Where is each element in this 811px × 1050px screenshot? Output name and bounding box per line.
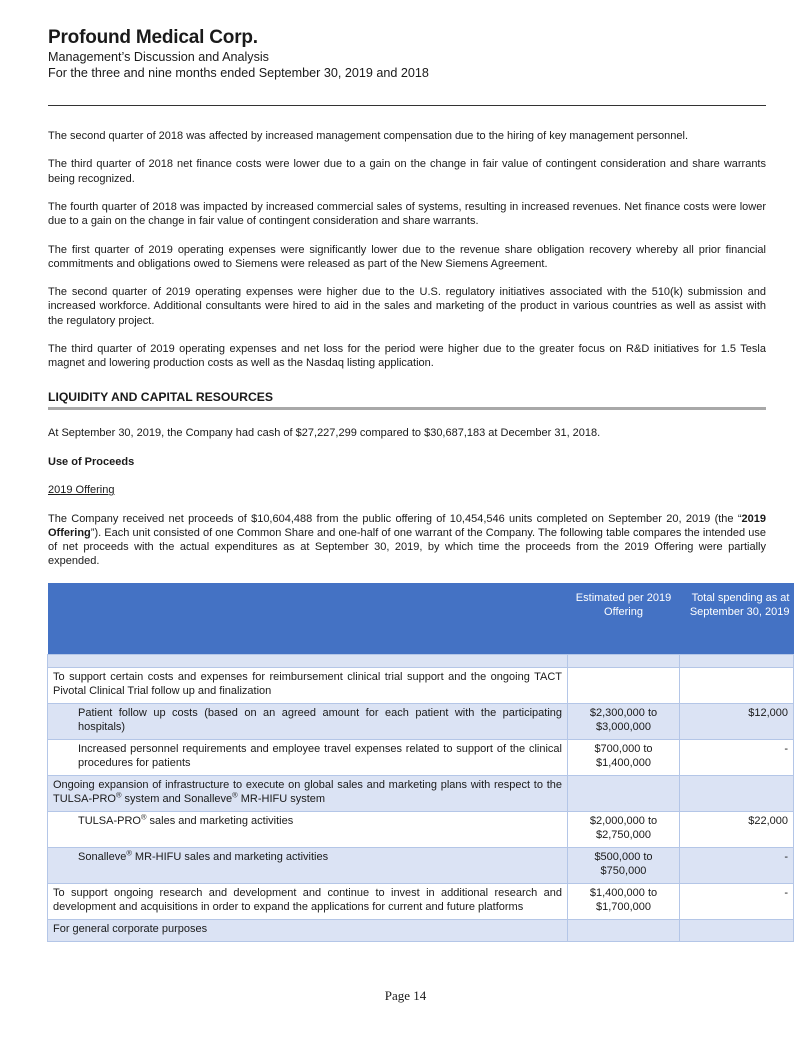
row-description: To support certain costs and expenses for reimbursement clinical trial support and the ongoing TACT Pivotal Clinical Trial follow up and finalization	[48, 668, 568, 704]
row-spent	[680, 776, 794, 812]
row-description: Increased personnel requirements and employee travel expenses related to support of the clinical procedures for patients	[48, 740, 568, 776]
paragraph-q4-2018: The fourth quarter of 2018 was impacted by increased commercial sales of systems, resulting in increased revenues. Net finance costs were lower due to a gain on the change in fair value of contingent consideration and share warrants.	[48, 200, 766, 228]
header-description	[48, 583, 568, 655]
page-header	[48, 26, 766, 81]
report-subtitle: Management’s Discussion and Analysis	[48, 50, 269, 64]
paragraph-cash: At September 30, 2019, the Company had cash of $27,227,299 compared to $30,687,183 at December 31, 2018.	[48, 427, 601, 440]
row-description: Sonalleve® MR-HIFU sales and marketing activities	[48, 848, 568, 884]
row-description: For general corporate purposes	[48, 920, 568, 942]
table-row	[48, 920, 794, 942]
row-estimate: $700,000 to $1,400,000	[568, 740, 680, 776]
company-name: Profound Medical Corp.	[48, 27, 258, 48]
row-spent: $12,000	[680, 704, 794, 740]
table-row	[48, 668, 794, 704]
offering-text-end: ”). Each unit consisted of one Common Share and one-half of one warrant of the Company. The following table compares the intended use of net proceeds with the actual expenditures as at September 30, 2019, by which time the proceeds from the 2019 Offering were partially expended.	[48, 526, 766, 568]
row-description: Patient follow up costs (based on an agreed amount for each patient with the participating hospitals)	[48, 704, 568, 740]
row-spent	[680, 920, 794, 942]
offering-heading: 2019 Offering	[48, 484, 115, 497]
header-rule	[48, 105, 766, 106]
table-row	[48, 740, 794, 776]
use-of-proceeds-heading: Use of Proceeds	[48, 455, 135, 468]
table-row	[48, 848, 794, 884]
row-estimate	[568, 776, 680, 812]
paragraph-q2-2018: The second quarter of 2018 was affected by increased management compensation due to the hiring of key management personnel.	[48, 130, 689, 142]
page-number: Page 14	[384, 988, 427, 1003]
row-spent: $22,000	[680, 812, 794, 848]
row-spent: -	[680, 740, 794, 776]
row-description: To support ongoing research and development and continue to invest in additional research and development and acquisitions in order to expand the applications for current and future platforms	[48, 884, 568, 920]
paragraph-q3-2018: The third quarter of 2018 net finance costs were lower due to a gain on the change in fair value of contingent consideration and share warrants being recognized.	[48, 158, 766, 185]
paragraph-offering	[48, 512, 766, 569]
row-estimate	[568, 920, 680, 942]
row-spent: -	[680, 884, 794, 920]
registered-mark: ®	[232, 790, 238, 800]
table-row	[48, 812, 794, 848]
registered-mark: ®	[115, 790, 122, 800]
paragraph-q1-2019: The first quarter of 2019 operating expenses were significantly lower due to the revenue share obligation recovery whereby all prior financial commitments and obligations owed to Siemens were released as part of the New Siemens Agreement.	[48, 243, 766, 270]
row-estimate: $2,300,000 to $3,000,000	[568, 704, 680, 740]
use-of-proceeds-table	[47, 583, 794, 942]
header-estimated: Estimated per 2019 Offering	[568, 583, 680, 655]
row-description: TULSA-PRO® sales and marketing activities	[48, 812, 568, 848]
table-spacer-row	[48, 655, 794, 668]
table-header-row	[48, 583, 794, 655]
report-period: For the three and nine months ended September 30, 2019 and 2018	[48, 66, 429, 80]
header-total-spending: Total spending as at September 30, 2019	[680, 583, 794, 655]
paragraph-q3-2019: The third quarter of 2019 operating expenses and net loss for the period were higher due to the greater focus on R&D initiatives for 1.5 Tesla magnet and lowering production costs as well as the Nasdaq listing application.	[48, 342, 766, 370]
row-estimate: $1,400,000 to $1,700,000	[568, 884, 680, 920]
section-title-liquidity: LIQUIDITY AND CAPITAL RESOURCES	[48, 390, 274, 405]
table-row	[48, 704, 794, 740]
row-estimate	[568, 668, 680, 704]
table-row	[48, 884, 794, 920]
offering-defined-term: 2019 Offering	[48, 512, 766, 539]
row-spent: -	[680, 848, 794, 884]
page-content	[48, 129, 790, 942]
offering-text-start: The Company received net proceeds of $10,604,488 from the public offering of 10,454,546 units completed on September 20, 2019 (the “	[48, 512, 742, 525]
row-description: Ongoing expansion of infrastructure to execute on global sales and marketing plans with respect to the TULSA-PRO® system and Sonalleve® MR-HIFU system	[48, 776, 568, 812]
table-row	[48, 776, 794, 812]
registered-mark: ®	[126, 848, 132, 858]
row-estimate: $2,000,000 to $2,750,000	[568, 812, 680, 848]
section-rule	[48, 407, 766, 410]
row-estimate: $500,000 to $750,000	[568, 848, 680, 884]
registered-mark: ®	[140, 812, 147, 822]
row-spent	[680, 668, 794, 704]
paragraph-q2-2019: The second quarter of 2019 operating expenses were higher due to the U.S. regulatory initiatives associated with the 510(k) submission and increased workforce. Additional consultants were hired to aid in the sales and marketing of the product in various countries as well as assist with the regulatory project.	[48, 286, 766, 327]
